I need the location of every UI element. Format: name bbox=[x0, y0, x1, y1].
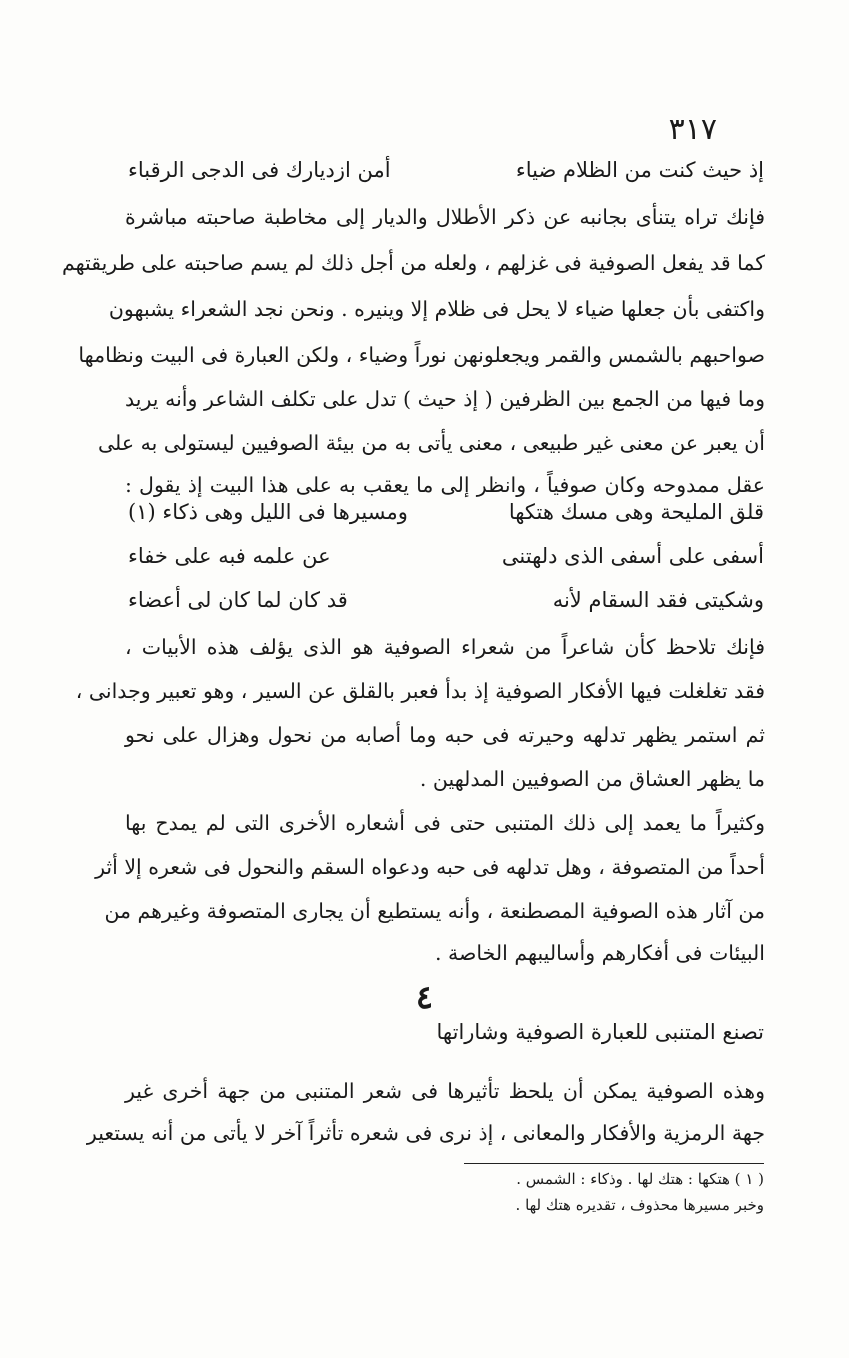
paragraph-line: وما فيها من الجمع بين الظرفين ( إذ حيث ) تدل على تكلف الشاعر وأنه يريد bbox=[125, 387, 765, 411]
verse-hemistich-first: أسفى على أسفى الذى دلهتنى bbox=[501, 544, 764, 568]
paragraph-line: فإنك تلاحظ كأن شاعراً من شعراء الصوفية هو الذى يؤلف هذه الأبيات ، bbox=[125, 635, 765, 659]
verse-hemistich-second: عن علمه فبه على خفاء bbox=[128, 544, 331, 568]
verse-line-4 bbox=[128, 588, 764, 628]
section-number: ٤ bbox=[415, 978, 434, 1016]
paragraph-line: أن يعبر عن معنى غير طبيعى ، معنى يأتى به من بيئة الصوفيين ليستولى به على bbox=[97, 431, 765, 455]
footnote-line: وخبر مسيرها محذوف ، تقديره هتك لها . bbox=[515, 1196, 764, 1214]
footnote-divider bbox=[464, 1163, 764, 1164]
verse-line-3 bbox=[128, 544, 764, 584]
verse-hemistich-first: وشكيتى فقد السقام لأنه bbox=[552, 588, 764, 612]
paragraph-line: فإنك تراه يتنأى بجانبه عن ذكر الأطلال والديار إلى مخاطبة صاحبته مباشرة bbox=[125, 205, 765, 229]
paragraph-line: جهة الرمزية والأفكار والمعانى ، إذ نرى فى شعره تأثراً آخر لا يأتى من أنه يستعير bbox=[86, 1121, 765, 1145]
footnote-line: ( ١ ) هتكها : هتك لها . وذكاء : الشمس . bbox=[516, 1170, 764, 1188]
paragraph-line: فقد تغلغلت فيها الأفكار الصوفية إذ بدأ فعبر بالقلق عن السير ، وهو تعبير وجدانى ، bbox=[75, 679, 765, 703]
verse-hemistich-second: أمن ازديارك فى الدجى الرقباء bbox=[128, 158, 391, 182]
section-subheading: تصنع المتنبى للعبارة الصوفية وشاراتها bbox=[436, 1020, 764, 1044]
verse-line-2 bbox=[128, 500, 764, 540]
paragraph-line: من آثار هذه الصوفية المصطنعة ، وأنه يستطيع أن يجارى المتصوفة وغيرهم من bbox=[104, 899, 765, 923]
paragraph-line: أحداً من المتصوفة ، وهل تدلهه فى حبه ودعواه السقم والنحول فى شعره إلا أثر bbox=[95, 855, 765, 879]
paragraph-line: ما يظهر العشاق من الصوفيين المدلهين . bbox=[419, 767, 765, 791]
paragraph-line: عقل ممدوحه وكان صوفياً ، وانظر إلى ما يعقب به على هذا البيت إذ يقول : bbox=[125, 473, 765, 497]
verse-hemistich-first: إذ حيث كنت من الظلام ضياء bbox=[515, 158, 764, 182]
verse-hemistich-first: قلق المليحة وهى مسك هتكها bbox=[508, 500, 764, 524]
verse-hemistich-second: ومسيرها فى الليل وهى ذكاء (١) bbox=[128, 500, 408, 524]
paragraph-line: واكتفى بأن جعلها ضياء لا يحل فى ظلام إلا وينيره . ونحن نجد الشعراء يشبهون bbox=[108, 297, 765, 321]
verse-hemistich-second: قد كان لما كان لى أعضاء bbox=[128, 588, 348, 612]
verse-line-1 bbox=[128, 158, 764, 198]
paragraph-line: وكثيراً ما يعمد إلى ذلك المتنبى حتى فى أشعاره الأخرى التى لم يمدح بها bbox=[125, 811, 765, 835]
paragraph-line: ثم استمر يظهر تدلهه وحيرته فى حبه وما أصابه من نحول وهزال على نحو bbox=[125, 723, 765, 747]
paragraph-line: صواحبهم بالشمس والقمر ويجعلونهن نوراً وضياء ، ولكن العبارة فى البيت ونظامها bbox=[78, 343, 765, 367]
paragraph-line: كما قد يفعل الصوفية فى غزلهم ، ولعله من أجل ذلك لم يسم صاحبته على طريقتهم bbox=[61, 251, 765, 275]
paragraph-line: وهذه الصوفية يمكن أن يلحظ تأثيرها فى شعر المتنبى من جهة أخرى غير bbox=[125, 1079, 765, 1103]
paragraph-line: البيئات فى أفكارهم وأساليبهم الخاصة . bbox=[435, 941, 765, 965]
page-number: ٣١٧ bbox=[668, 112, 717, 147]
